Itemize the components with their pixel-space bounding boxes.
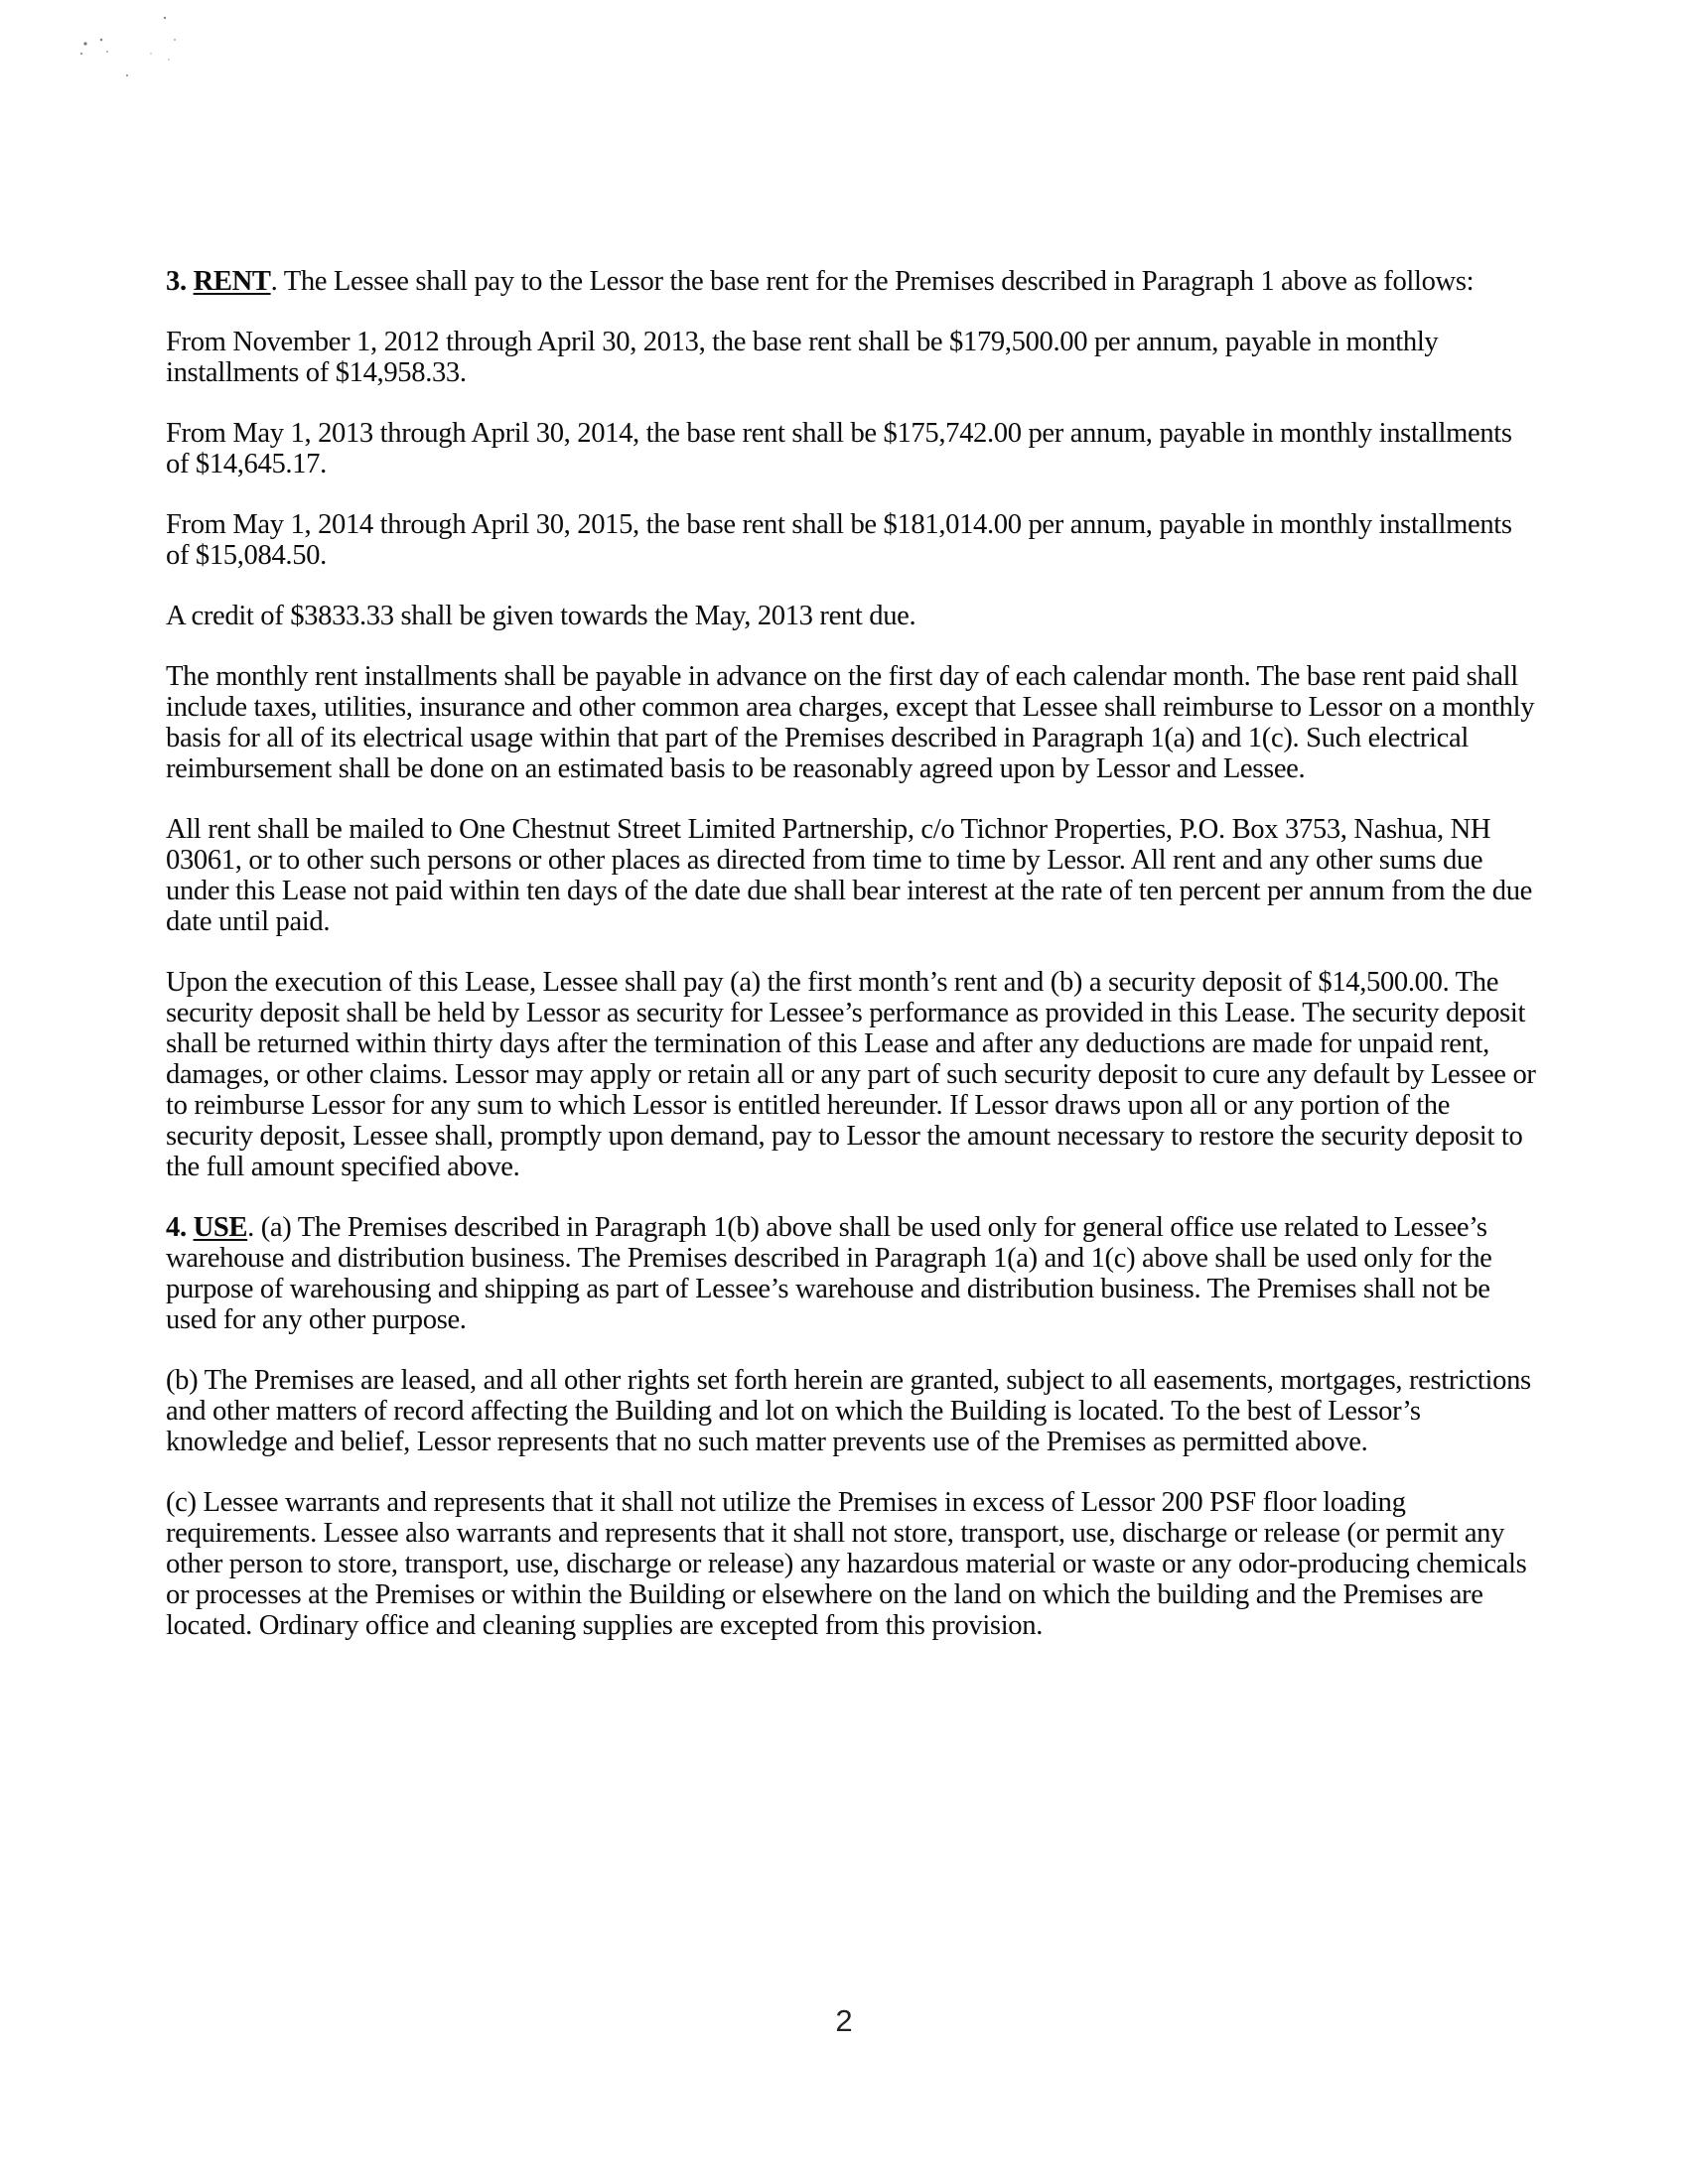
rent-mailing-paragraph: All rent shall be mailed to One Chestnut Street Limited Partnership, c/o Tichnor Properties, P.O. Box 3753, Nashua, NH 03061, or to other such persons or other places as directed from time to time by Lessor. All rent and any other sums due under this Lease not paid within ten days of the date due shall bear interest at the rate of ten percent per annum from the due date until paid. [166,814,1532,937]
security-deposit-paragraph: Upon the execution of this Lease, Lessee shall pay (a) the first month’s rent and (b) a security deposit of $14,500.00. The security deposit shall be held by Lessor as security for Lessee’s performance as provided in this Lease. The security deposit shall be returned within thirty days after the termination of this Lease and after any deductions are made for unpaid rent, damages, or other claims. Lessor may apply or retain all or any part of such security deposit to cure any default by Lessee or to reimburse Lessor for any sum to which Lessor is entitled hereunder. If Lessor draws upon all or any portion of the security deposit, Lessee shall, promptly upon demand, pay to Lessor the amount necessary to restore the security deposit to the full amount specified above. [166,967,1536,1182]
rent-schedule-2014: From May 1, 2014 through April 30, 2015, the base rent shall be $181,014.00 per annum, payable in monthly installments of $15,084.50. [166,509,1512,571]
section-number: 3. [166,266,187,297]
scan-specks [44,14,203,93]
section-intro: (a) The Premises described in Paragraph 1(b) above shall be used only for general office use related to Lessee’s warehouse and distribution business. The Premises described in Paragraph 1(a) and 1(c) above shall be used only for the purpose of warehousing and shipping as part of Lessee’s warehouse and distribution business. The Premises shall not be used for any other purpose. [166,1212,1492,1335]
rent-installments-paragraph: The monthly rent installments shall be payable in advance on the first day of each calendar month. The base rent paid shall include taxes, utilities, insurance and other common area charges, except that Lessee shall reimburse to Lessor on a monthly basis for all of its electrical usage within that part of the Premises described in Paragraph 1(a) and 1(c). Such electrical reimbursement shall be done on an estimated basis to be reasonably agreed upon by Lessor and Lessee. [166,661,1535,784]
section-title-suffix: . [270,266,278,297]
page-number: 2 [835,2003,853,2038]
use-paragraph-c: (c) Lessee warrants and represents that it shall not utilize the Premises in excess of Lessor 200 PSF floor loading requirements. Lessee also warrants and represents that it shall not store, transport, use, discharge or release (or permit any other person to store, transport, use, discharge or release) any hazardous material or waste or any odor-producing chemicals or processes at the Premises or within the Building or elsewhere on the land on which the building and the Premises are located. Ordinary office and cleaning supplies are excepted from this provision. [166,1487,1527,1641]
use-intro-paragraph [166,1212,1541,1335]
section-use [166,1212,1541,1641]
section-intro: The Lessee shall pay to the Lessor the base rent for the Premises described in Paragraph 1 above as follows: [283,266,1475,297]
section-rent [166,266,1541,1182]
section-title: USE [193,1212,248,1243]
section-number: 4. [166,1212,187,1243]
lease-body [166,266,1541,1671]
rent-schedule-2013: From May 1, 2013 through April 30, 2014, the base rent shall be $175,742.00 per annum, payable in monthly installments of $14,645.17. [166,418,1512,479]
rent-intro-paragraph [166,266,1541,297]
rent-credit-paragraph: A credit of $3833.33 shall be given towards the May, 2013 rent due. [166,601,916,631]
use-paragraph-b: (b) The Premises are leased, and all other rights set forth herein are granted, subject to all easements, mortgages, restrictions and other matters of record affecting the Building and lot on which the Building is located. To the best of Lessor’s knowledge and belief, Lessor represents that no such matter prevents use of the Premises as permitted above. [166,1365,1531,1457]
section-title-suffix: . [247,1212,254,1243]
rent-schedule-2012: From November 1, 2012 through April 30, 2013, the base rent shall be $179,500.00 per annum, payable in monthly installments of $14,958.33. [166,327,1439,388]
section-title: RENT [193,266,271,297]
